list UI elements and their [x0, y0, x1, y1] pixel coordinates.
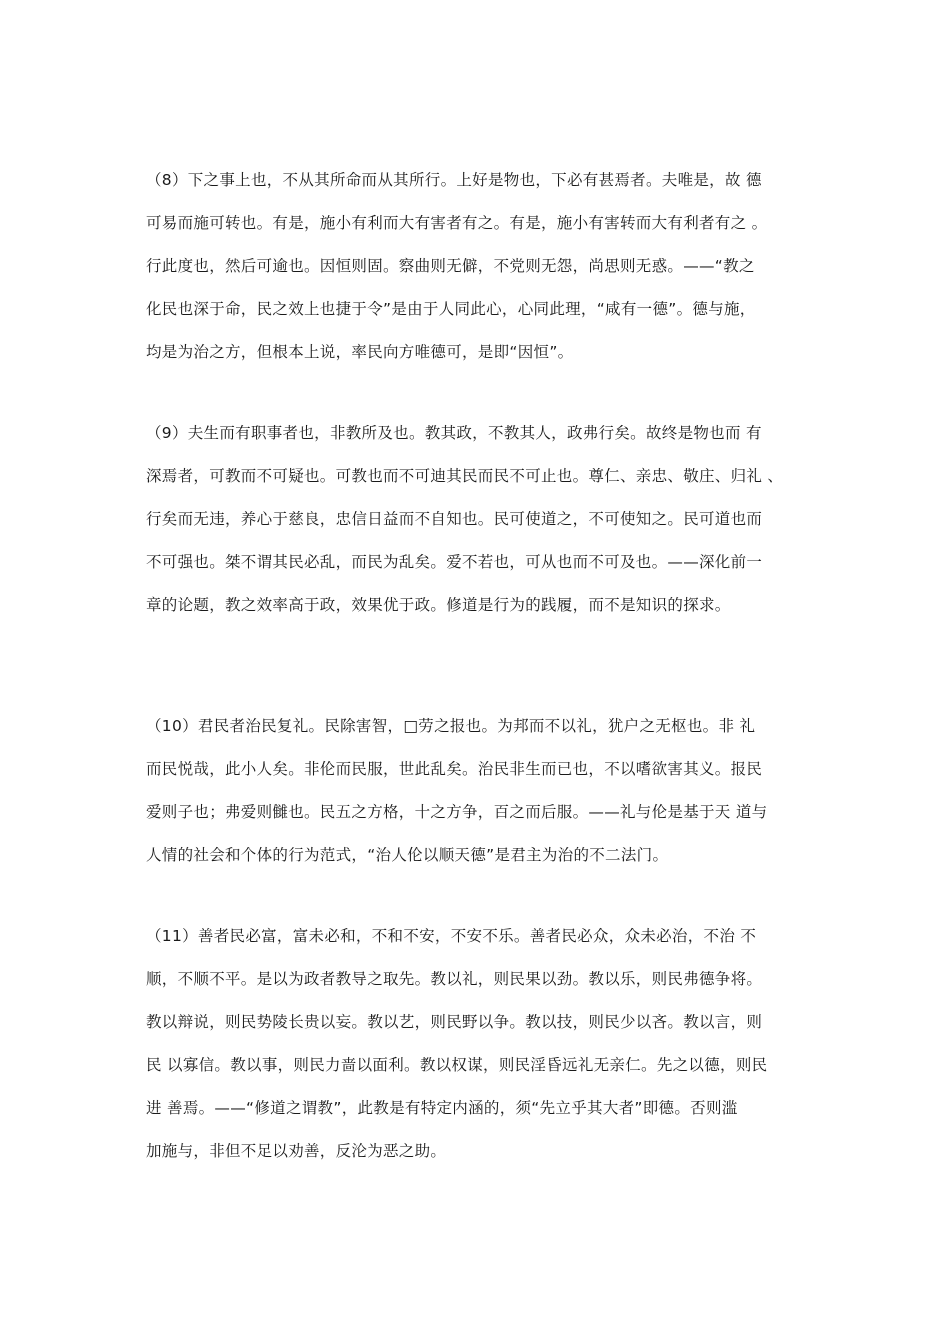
text-line: （11）善者民必富，富未必和，不和不安，不安不乐。善者民必众，众未必治，不治 不	[146, 927, 757, 945]
text-line: 民 以寡信。教以事，则民力啬以面利。教以权谋，则民淫昏远礼无亲仁。先之以德，则民	[146, 1056, 768, 1074]
text-line: 人情的社会和个体的行为范式，“治人伦以顺天德”是君主为治的不二法门。	[146, 846, 669, 864]
text-line: 深焉者，可教而不可疑也。可教也而不可迪其民而民不可止也。尊仁、亲忠、敬庄、归礼 、	[146, 467, 784, 485]
text-line: 均是为治之方，但根本上说，率民向方唯德可，是即“因恒”。	[146, 343, 574, 361]
text-line: 爱则子也；弗爱则雠也。民五之方格，十之方争，百之而后服。——礼与伦是基于天 道与	[146, 803, 768, 821]
text-line: 进 善焉。——“修道之谓教”，此教是有特定内涵的，须“先立乎其大者”即德。否则滥	[146, 1099, 738, 1117]
text-line: 不可强也。桀不谓其民必乱，而民为乱矣。爱不若也，可从也而不可及也。——深化前一	[146, 553, 763, 571]
text-line: 加施与，非但不足以劝善，反沦为恶之助。	[146, 1142, 447, 1160]
text-line: 化民也深于命，民之效上也捷于令”是由于人同此心，心同此理，“咸有一德”。德与施，	[146, 300, 756, 318]
text-line: 章的论题，教之效率高于政，效果优于政。修道是行为的践履，而不是知识的探求。	[146, 596, 731, 614]
text-line: 顺，不顺不平。是以为政者教导之取先。教以礼，则民果以劲。教以乐，则民弗德争将。	[146, 970, 763, 988]
text-line: （9）夫生而有职事者也，非教所及也。教其政，不教其人，政弗行矣。故终是物也而 有	[146, 424, 762, 442]
text-line: 行矣而无违，养心于慈良，忠信日益而不自知也。民可使道之，不可使知之。民可道也而	[146, 510, 763, 528]
text-line: 行此度也，然后可逾也。因恒则固。察曲则无僻，不党则无怨，尚思则无惑。——“教之	[146, 257, 755, 275]
text-line: 教以辩说，则民势陵长贵以妄。教以艺，则民野以争。教以技，则民少以吝。教以言，则	[146, 1013, 763, 1031]
text-line: （10）君民者治民复礼。民除害智，□劳之报也。为邦而不以礼，犹户之无枢也。非 礼	[146, 717, 756, 735]
text-line: （8）下之事上也，不从其所命而从其所行。上好是物也，下必有甚焉者。夫唯是，故 德	[146, 171, 762, 189]
text-line: 可易而施可转也。有是，施小有利而大有害者有之。有是，施小有害转而大有利者有之 。	[146, 214, 768, 232]
text-line: 而民悦哉，此小人矣。非伦而民服，世此乱矣。治民非生而已也，不以嗜欲害其义。报民	[146, 760, 763, 778]
